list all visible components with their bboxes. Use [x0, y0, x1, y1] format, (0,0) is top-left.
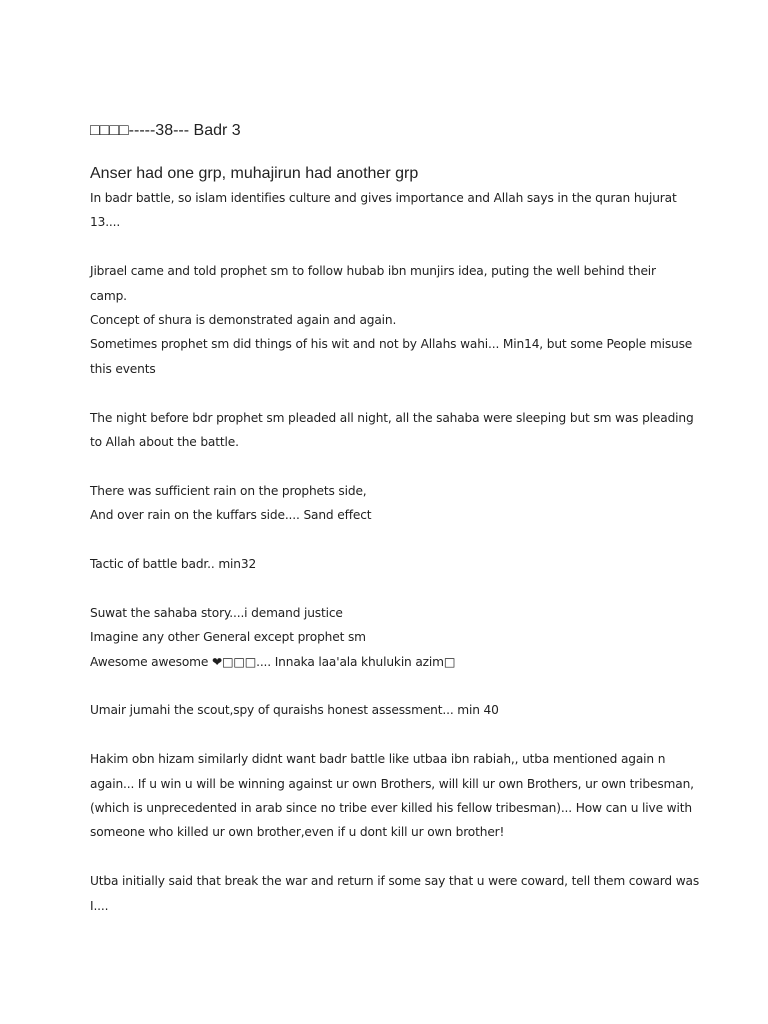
paragraph-gap: [90, 235, 690, 259]
paragraph-gap: [90, 723, 690, 747]
paragraph-gap: [90, 576, 690, 600]
paragraph-gap: [90, 381, 690, 405]
document-content: [90, 118, 700, 918]
text-line: Tactic of battle badr.. min32: [90, 557, 257, 572]
text-line: Jibrael came and told prophet sm to follow hubab ibn munjirs idea, puting the well behind their: [90, 264, 656, 279]
text-line: (which is unprecedented in arab since no tribe ever killed his fellow tribesman)... How can u live with: [90, 801, 692, 816]
text-line: Suwat the sahaba story....i demand justice: [90, 605, 343, 620]
text-line: Imagine any other General except prophet sm: [90, 630, 366, 645]
text-line: Utba initially said that break the war and return if some say that u were coward, tell them coward was: [90, 874, 700, 889]
document-body: [90, 186, 700, 918]
document-subtitle: Anser had one grp, muhajirun had another grp: [90, 165, 419, 182]
text-line: again... If u win u will be winning against ur own Brothers, will kill ur own Brothers, ur own tribesman,: [90, 776, 694, 791]
paragraph-gap: [90, 674, 690, 698]
text-line: And over rain on the kuffars side.... Sand effect: [90, 508, 372, 523]
text-line: Awesome awesome ❤□□□.... Innaka laa'ala khulukin azim□: [90, 654, 456, 669]
text-line: camp.: [90, 288, 127, 303]
text-line: Concept of shura is demonstrated again and again.: [90, 313, 397, 328]
text-line: this events: [90, 361, 156, 376]
text-line: The night before bdr prophet sm pleaded all night, all the sahaba were sleeping but sm was pleading: [90, 410, 694, 425]
paragraph-gap: [90, 454, 690, 478]
text-line: In badr battle, so islam identifies culture and gives importance and Allah says in the quran hujurat: [90, 191, 677, 205]
text-line: I....: [90, 898, 109, 913]
text-line: Umair jumahi the scout,spy of quraishs honest assessment... min 40: [90, 703, 499, 718]
text-line: to Allah about the battle.: [90, 435, 239, 450]
paragraph-gap: [90, 528, 690, 552]
text-line: 13....: [90, 215, 121, 230]
text-line: someone who killed ur own brother,even if u dont kill ur own brother!: [90, 825, 505, 840]
document-title: □□□□-----38--- Badr 3: [90, 122, 241, 139]
paragraph-gap: [90, 845, 690, 869]
text-line: There was sufficient rain on the prophets side,: [90, 483, 367, 498]
text-line: Hakim obn hizam similarly didnt want badr battle like utbaa ibn rabiah,, utba mentioned again n: [90, 752, 666, 767]
text-line: Sometimes prophet sm did things of his wit and not by Allahs wahi... Min14, but some People misuse: [90, 337, 693, 352]
